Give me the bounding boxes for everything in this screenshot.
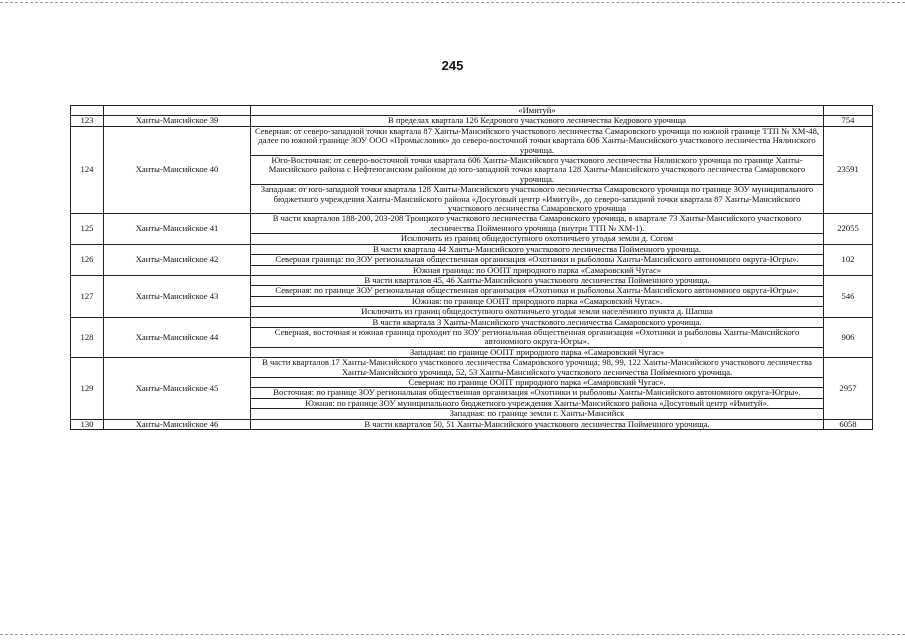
table-row xyxy=(71,358,873,378)
table-row xyxy=(71,244,873,254)
boundary-description: Западная: по границе земли г. Ханты-Мансийск xyxy=(251,409,824,419)
boundary-description: Западная: от юго-западной точки квартала 128 Ханты-Мансийского участкового лесничества Самаровского урочища по границе ЗОУ муниципального бюджетного учреждения Ханты-Мансийского района «Досуговый центр «Имитуй», до северо-западной точки квартала 87 Ханты-Мансийского участкового лесничества Самаровского урочища xyxy=(251,185,824,214)
area-value: 22055 xyxy=(824,214,873,244)
boundary-description: В части кварталов 50, 51 Ханты-Мансийского участкового лесничества Пойменного урочища. xyxy=(251,419,824,429)
boundary-description: Восточная: по границе ЗОУ региональная общественная организация «Охотники и рыболовы Ханты-Мансийского автономного округа-Югры». xyxy=(251,388,824,398)
continuation-description: «Имитуй» xyxy=(251,106,824,116)
continuation-num-cell xyxy=(71,106,104,116)
boundary-description: В части квартала 44 Ханты-Мансийского участкового лесничества Пойменного урочища. xyxy=(251,244,824,254)
area-value: 23591 xyxy=(824,126,873,214)
boundary-description: В части кварталов 17 Ханты-Мансийского участкового лесничества Самаровского урочища; 98, 99, 122 Ханты-Мансийского участкового лесничества Ханты-Мансийского урочища, 52, 53 Ханты-Мансийского участкового лесничества Пойменного урочища. xyxy=(251,358,824,378)
boundary-description: Северная, восточная и южная граница проходит по ЗОУ региональная общественная организация «Охотники и рыболовы Ханты-Мансийского автономного округа-Югры». xyxy=(251,327,824,347)
continuation-area-cell xyxy=(104,106,251,116)
territory-table xyxy=(70,105,873,430)
row-number: 125 xyxy=(71,214,104,244)
boundary-description: В части кварталов 45, 46 Ханты-Мансийского участкового лесничества Пойменного урочища. xyxy=(251,275,824,285)
table-row xyxy=(71,275,873,285)
boundary-description: Юго-Восточная: от северо-восточной точки квартала 606 Ханты-Мансийского участкового лесничества Нялинского урочища по границе Ханты-Мансийского района с Нефтеюганским районом до юго-западной точки квартала 128 Ханты-Мансийского участкового лесничества Самаровского урочища. xyxy=(251,156,824,185)
area-value: 6058 xyxy=(824,419,873,429)
page-number: 245 xyxy=(441,58,464,73)
area-value: 754 xyxy=(824,116,873,126)
boundary-description: Северная: по границе ООПТ природного парка «Самаровский Чугас». xyxy=(251,377,824,387)
boundary-description: Южная: по границе ЗОУ муниципального бюджетного учреждения Ханты-Мансийского района «Досуговый центр «Имитуй». xyxy=(251,398,824,408)
row-number: 123 xyxy=(71,116,104,126)
boundary-description: Южная: по границе ООПТ природного парка «Самаровский Чугас». xyxy=(251,296,824,306)
table-row xyxy=(71,214,873,234)
hunting-area-name: Ханты-Мансийское 39 xyxy=(104,116,251,126)
table-body xyxy=(71,106,873,430)
row-number: 130 xyxy=(71,419,104,429)
boundary-description: Северная: по границе ЗОУ региональная общественная организация «Охотники и рыболовы Ханты-Мансийского автономного округа-Югры». xyxy=(251,286,824,296)
boundary-description: Исключить из границ общедоступного охотничьего угодья земли д. Согом xyxy=(251,234,824,244)
hunting-area-name: Ханты-Мансийское 44 xyxy=(104,317,251,358)
boundary-description: В части квартала 3 Ханты-Мансийского участкового лесничества Самаровского урочища. xyxy=(251,317,824,327)
boundary-description: В пределах квартала 126 Кедрового участкового лесничества Кедрового урочища xyxy=(251,116,824,126)
continuation-value-cell xyxy=(824,106,873,116)
area-value: 906 xyxy=(824,317,873,358)
continuation-row xyxy=(71,106,873,116)
hunting-area-name: Ханты-Мансийское 41 xyxy=(104,214,251,244)
hunting-area-name: Ханты-Мансийское 43 xyxy=(104,275,251,317)
boundary-description: Южная граница: по ООПТ природного парка «Самаровский Чугас» xyxy=(251,265,824,275)
hunting-area-name: Ханты-Мансийское 45 xyxy=(104,358,251,419)
boundary-description: В части кварталов 188-200, 203-208 Троицкого участкового лесничества Самаровского урочища, в квартале 73 Ханты-Мансийского участкового лесничества Пойменного урочища (внутри ТТП № ХМ-1). xyxy=(251,214,824,234)
hunting-area-name: Ханты-Мансийское 42 xyxy=(104,244,251,275)
table-row xyxy=(71,116,873,126)
row-number: 129 xyxy=(71,358,104,419)
boundary-description: Северная: от северо-западной точки квартала 87 Ханты-Мансийского участкового лесничества Самаровского урочища по южной границе ТТП № ХМ-48, далее по южной границе ЗОУ ООО «Промысловик» до северо-восточной точки квартала 606 Ханты-Мансийского участкового лесничества Нялинского урочища. xyxy=(251,126,824,155)
boundary-description: Северная граница: по ЗОУ региональная общественная организация «Охотники и рыболовы Ханты-Мансийского автономного округа-Югры». xyxy=(251,255,824,265)
area-value: 102 xyxy=(824,244,873,275)
boundary-description: Западная: по границе ООПТ природного парка «Самаровский Чугас» xyxy=(251,347,824,357)
hunting-area-name: Ханты-Мансийское 46 xyxy=(104,419,251,429)
row-number: 128 xyxy=(71,317,104,358)
boundary-description: Исключить из границ общедоступного охотничьего угодья земли населённого пункта д. Шапша xyxy=(251,307,824,317)
area-value: 546 xyxy=(824,275,873,317)
area-value: 2957 xyxy=(824,358,873,419)
hunting-area-name: Ханты-Мансийское 40 xyxy=(104,126,251,214)
scan-edge-bottom xyxy=(0,634,905,635)
table-row xyxy=(71,126,873,155)
scan-edge-top xyxy=(0,2,905,3)
row-number: 127 xyxy=(71,275,104,317)
row-number: 126 xyxy=(71,244,104,275)
table-row xyxy=(71,317,873,327)
table-row xyxy=(71,419,873,429)
row-number: 124 xyxy=(71,126,104,214)
